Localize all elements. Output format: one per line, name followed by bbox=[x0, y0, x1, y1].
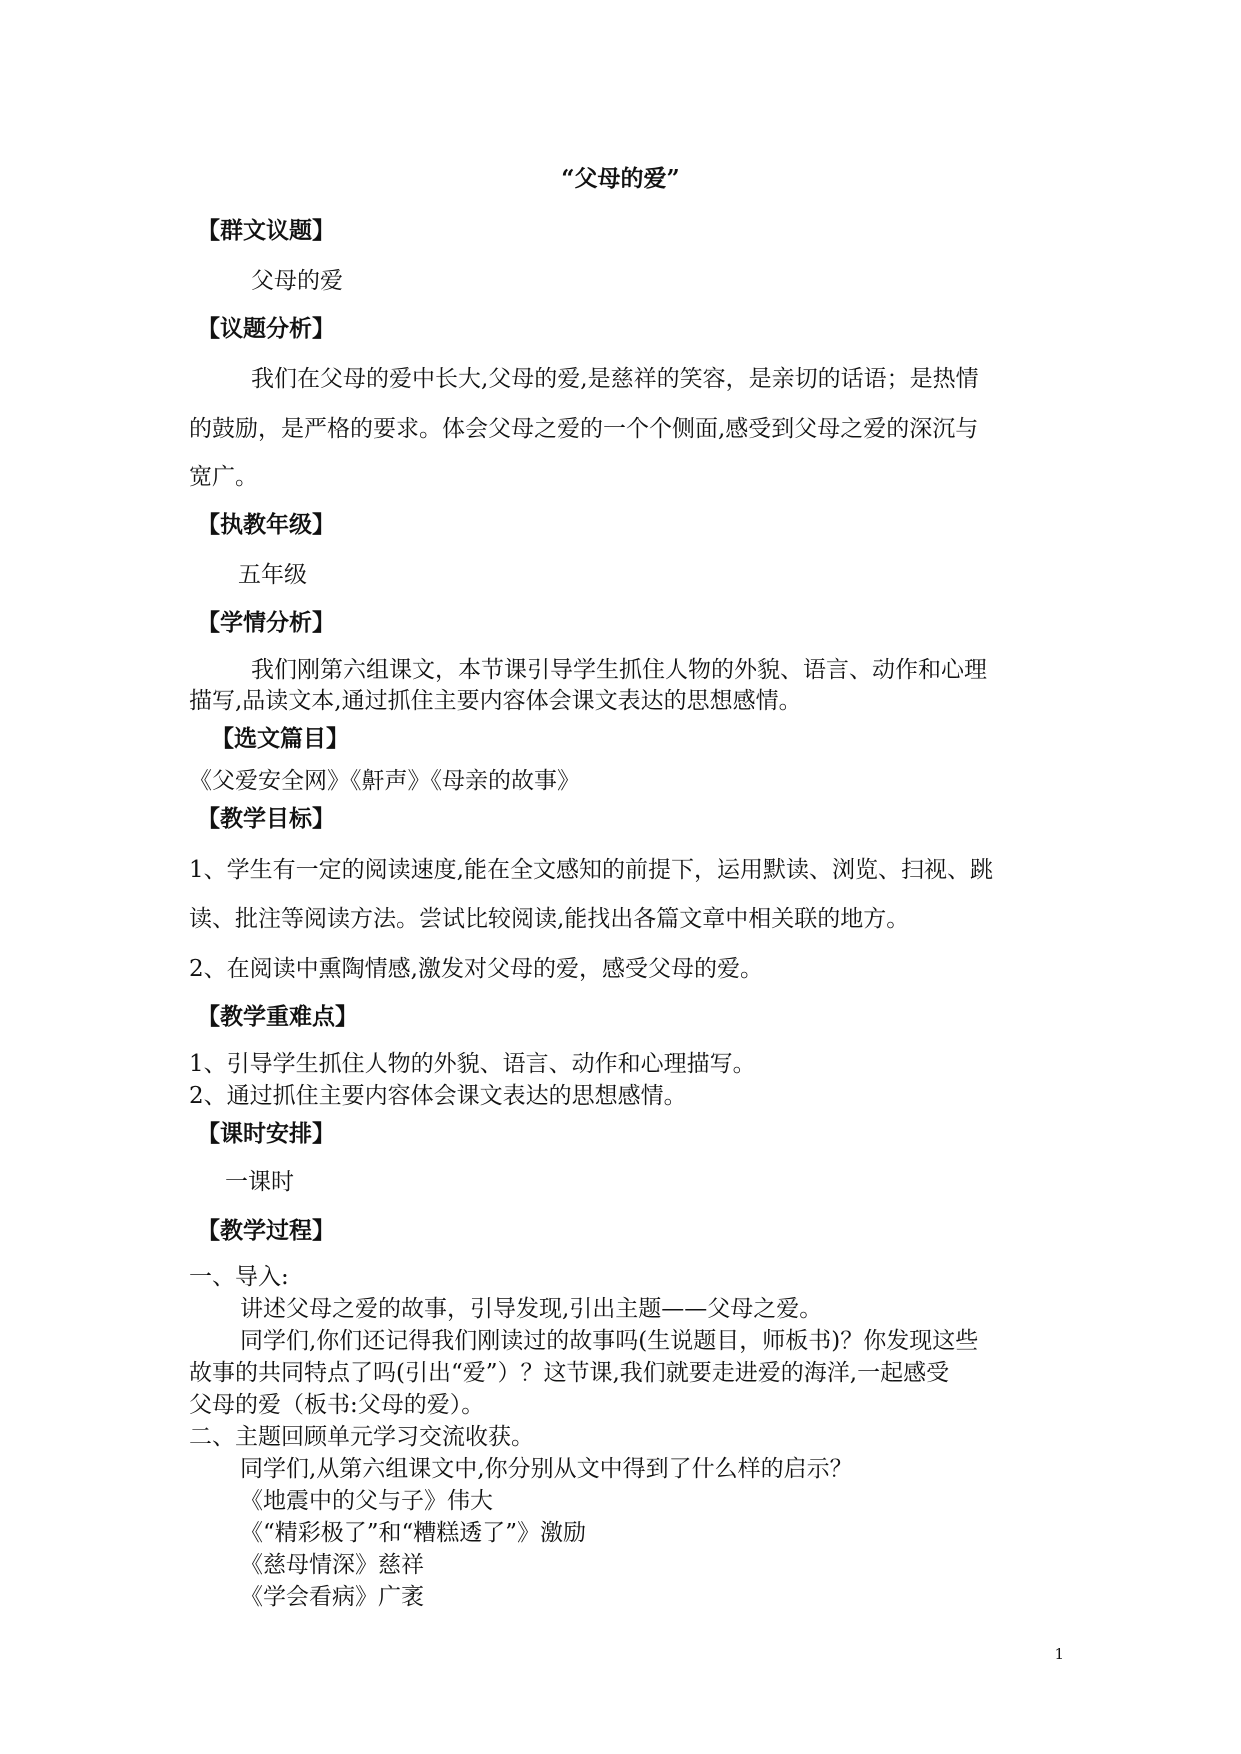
process-line: 《地震中的父与子》伟大 bbox=[240, 1488, 493, 1514]
heading-grade: 【执教年级】 bbox=[197, 512, 335, 538]
process-line: 一、导入: bbox=[189, 1264, 289, 1290]
students-line: 我们刚第六组课文，本节课引导学生抓住人物的外貌、语言、动作和心理 bbox=[251, 657, 987, 683]
process-line: 同学们,你们还记得我们刚读过的故事吗(生说题目，师板书)？你发现这些 bbox=[240, 1328, 979, 1354]
page-number: 1 bbox=[1054, 1645, 1064, 1663]
process-line: 讲述父母之爱的故事，引导发现,引出主题——父母之爱。 bbox=[240, 1296, 823, 1322]
keypoints-line: 2、通过抓住主要内容体会课文表达的思想感情。 bbox=[189, 1083, 687, 1109]
goals-line: 读、批注等阅读方法。尝试比较阅读,能找出各篇文章中相关联的地方。 bbox=[189, 906, 910, 932]
topic-text: 父母的爱 bbox=[251, 268, 343, 294]
process-line: 《“精彩极了”和“糟糕透了”》激励 bbox=[240, 1520, 587, 1546]
analysis-line: 的鼓励，是严格的要求。体会父母之爱的一个个侧面,感受到父母之爱的深沉与 bbox=[189, 416, 979, 442]
process-line: 父母的爱（板书:父母的爱）。 bbox=[189, 1392, 485, 1418]
students-line: 描写,品读文本,通过抓住主要内容体会课文表达的思想感情。 bbox=[189, 688, 802, 714]
heading-students: 【学情分析】 bbox=[197, 610, 335, 636]
keypoints-line: 1、引导学生抓住人物的外貌、语言、动作和心理描写。 bbox=[189, 1051, 756, 1077]
process-line: 同学们,从第六组课文中,你分别从文中得到了什么样的启示？ bbox=[240, 1456, 853, 1482]
heading-texts: 【选文篇目】 bbox=[211, 726, 349, 752]
texts-list: 《父爱安全网》《鼾声》《母亲的故事》 bbox=[189, 768, 580, 794]
heading-goals: 【教学目标】 bbox=[197, 806, 335, 832]
analysis-line: 我们在父母的爱中长大,父母的爱,是慈祥的笑容，是亲切的话语；是热情 bbox=[251, 366, 979, 392]
goals-line: 2、在阅读中熏陶情感,激发对父母的爱，感受父母的爱。 bbox=[189, 956, 763, 982]
schedule-text: 一课时 bbox=[225, 1169, 294, 1195]
heading-process: 【教学过程】 bbox=[197, 1218, 335, 1244]
process-line: 《学会看病》广袤 bbox=[240, 1584, 424, 1610]
process-line: 二、主题回顾单元学习交流收获。 bbox=[189, 1424, 534, 1450]
grade-text: 五年级 bbox=[238, 562, 307, 588]
heading-keypoints: 【教学重难点】 bbox=[197, 1004, 358, 1030]
process-line: 《慈母情深》慈祥 bbox=[240, 1552, 424, 1578]
heading-topic: 【群文议题】 bbox=[197, 218, 335, 244]
heading-analysis: 【议题分析】 bbox=[197, 316, 335, 342]
heading-schedule: 【课时安排】 bbox=[197, 1121, 335, 1147]
process-line: 故事的共同特点了吗(引出“爱”）？这节课,我们就要走进爱的海洋,一起感受 bbox=[189, 1360, 950, 1386]
goals-line: 1、学生有一定的阅读速度,能在全文感知的前提下，运用默读、浏览、扫视、跳 bbox=[189, 857, 993, 883]
document-title: “父母的爱” bbox=[561, 165, 680, 192]
analysis-line: 宽广。 bbox=[189, 464, 258, 490]
